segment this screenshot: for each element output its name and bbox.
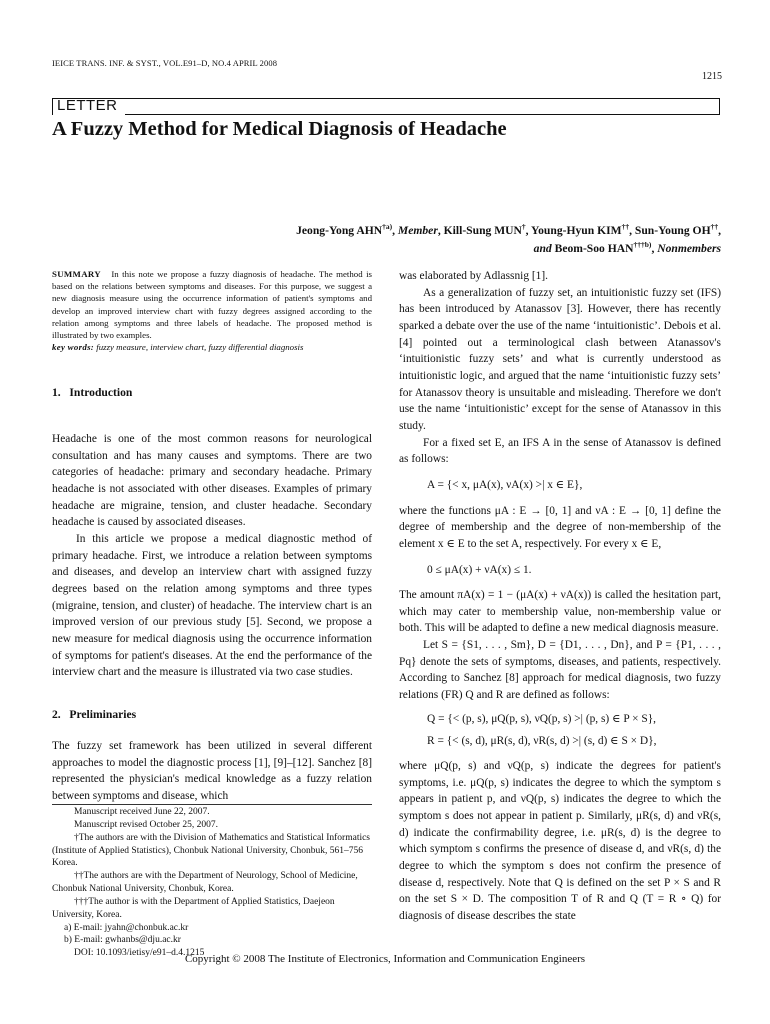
abstract-text: In this note we propose a fuzzy diagnosis of headache. The method is based on the relations between symptoms and diseases. For this purpose, we suggest a new diagnosis measure using the occurrence information of patient's symptoms and develop an improved interview chart with fuzzy degrees assigned according to the relation among symptoms and three labels of headache. The proposed method is illustrated by two examples.	[52, 269, 372, 341]
author-name: Sun-Young OH	[634, 224, 711, 237]
author-name: Young-Hyun KIM	[531, 224, 622, 237]
paragraph: Let S = {S1, . . . , Sm}, D = {D1, . . . , Dn}, and P = {P1, . . . , Pq} denote the sets of symptoms, diseases, and patients, respectively. According to Sanchez [8] approach for medical diagnosis, two fuzzy relations (FR) Q and R are defined as follows:	[399, 639, 721, 702]
footnote-affiliation: ††The authors are with the Department of Neurology, School of Medicine, Chonbuk National University, Chonbuk, Korea.	[52, 871, 358, 895]
author-affiliation-mark: †a)	[382, 222, 393, 232]
running-header: IEICE TRANS. INF. & SYST., VOL.E91–D, NO.4 APRIL 2008	[52, 58, 278, 68]
footnote-affiliation: †The authors are with the Division of Mathematics and Statistical Informatics (Institute of Applied Statistics), Chonbuk National University, Chonbuk, 561–756 Korea.	[52, 832, 371, 869]
equation-relation-r: R = {< (s, d), μR(s, d), νR(s, d) >| (s, d) ∈ S × D},	[427, 735, 657, 748]
author-name: Jeong-Yong AHN	[296, 224, 383, 237]
paragraph: The fuzzy set framework has been utilized in several different approaches to model the diagnostic process [1], [9]–[12]. Sanchez [8] represented the physician's medical knowledge as a fuzzy relation between symptoms and disease, which	[52, 740, 372, 802]
equation-constraint: 0 ≤ μA(x) + νA(x) ≤ 1.	[427, 563, 532, 576]
keywords-label: key words:	[52, 342, 95, 353]
paragraph: As a generalization of fuzzy set, an intuitionistic fuzzy set (IFS) has been introduced by Atanassov [3]. However, there has recently sparked a debate over the use of the name ‘intuitionistic’. Debois et al.[4] pointed out a terminological clash between Atanassov's ‘intuitionistic fuzzy sets’ and what is currently understood as intuitionistic logic, and argued that the name ‘intuitionistic fuzzy sets’ for Atanassov theory is unsuitable and misleading. Therefore we don't use the name ‘intuitionistic’ except for the sense of Atanassov in this study.	[399, 286, 721, 432]
keywords	[52, 342, 303, 352]
footnote-revised: Manuscript revised October 25, 2007.	[74, 819, 219, 830]
abstract-label: SUMMARY	[52, 269, 101, 279]
author-name: Beom-Soo HAN	[554, 242, 634, 255]
equation-ifs-definition: A = {< x, μA(x), νA(x) >| x ∈ E},	[427, 478, 583, 491]
footnotes	[52, 806, 372, 960]
author-affiliation-mark: †	[521, 222, 526, 232]
author-affiliation-mark: †††b)	[633, 240, 652, 250]
member-grade: Member	[397, 224, 438, 237]
author-conjunction: and	[533, 242, 552, 255]
paragraph: The amount πA(x) = 1 − (μA(x) + νA(x)) is called the hesitation part, which may cater to membership value, non-membership value or both. This will be adapted to define a new medical diagnosis measure.	[399, 589, 721, 635]
footnote-email: a) E-mail: jyahn@chonbuk.ac.kr	[64, 922, 189, 933]
page-number: 1215	[702, 71, 722, 82]
footnote-affiliation: †††The author is with the Department of Applied Statistics, Daejeon University, Korea.	[52, 896, 335, 920]
nonmember-grade: Nonmembers	[657, 242, 721, 255]
introduction-body	[52, 431, 372, 681]
paragraph: where μQ(p, s) and νQ(p, s) indicate the degrees for patient's symptoms, i.e. μQ(p, s) indicates the degree to which the symptom s appears in patient p, and νQ(p, s) indicates the degree to which the symptom s does not appear in patient p. Similarly, μR(s, d) and νR(s, d) indicate the confirmability degree, i.e. μR(s, d) is the degree to which symptom s confirms the presence of disease d, and νR(s, d) the degree to which the symptom s does not confirm the presence of disease d, respectively. Note that Q is defined on the set P × S and R on the set S × D. The composition T of R and Q (T = R ∘ Q) for diagnosis of disease describes the state	[399, 760, 721, 922]
paragraph: In this article we propose a medical diagnostic method of primary headache. First, we introduce a relation between symptoms and diseases, and develop an interview chart with assigned fuzzy degrees based on the relation among symptoms and three types (migraine, tension, and cluster) of headache. The interview chart is an improved version of our previous study [5]. Second, we propose a new measure for medical diagnosis using the occurrence information of symptoms for patient's diseases. At the end the performance of the interview chart and the measure is illustrated via two case studies.	[52, 532, 372, 679]
paragraph: Headache is one of the most common reasons for neurological consultation and has many causes and symptoms. There are two categories of headache: primary and secondary headache. Primary headache is not associated with other diseases. Examples of primary headache are migraine, tension, and cluster headache. Secondary headache is caused by associated diseases.	[52, 433, 372, 529]
section-heading-introduction: 1. Introduction	[52, 386, 133, 399]
paragraph: For a fixed set E, an IFS A in the sense of Atanassov is defined as follows:	[399, 436, 721, 466]
keywords-list: fuzzy measure, interview chart, fuzzy differential diagnosis	[96, 342, 304, 353]
footnote-divider	[52, 804, 372, 805]
abstract	[52, 268, 372, 353]
section-label: LETTER	[57, 97, 118, 114]
copyright-notice: Copyright © 2008 The Institute of Electronics, Information and Communication Engineers	[184, 953, 586, 965]
right-column-body	[399, 268, 721, 925]
section-label-rule	[125, 114, 720, 115]
author-list: Jeong-Yong AHN$^{\dagger a)}$, Member, Kill-Sung MUN†, Young-Hyun KIM††, Sun-Young OH††, and Beom-Soo HAN$^{\dagger\dagger\dagger b)}$, Nonmembers	[296, 222, 721, 255]
author-affiliation-mark: ††	[621, 222, 630, 232]
author-affiliation-mark: ††	[710, 222, 719, 232]
preliminaries-body	[52, 738, 372, 805]
equation-relation-q: Q = {< (p, s), μQ(p, s), νQ(p, s) >| (p, s) ∈ P × S},	[427, 712, 657, 725]
paragraph: where the functions μA : E → [0, 1] and νA : E → [0, 1] define the degree of membership and the degree of non-membership of the element x ∈ E to the set A, respectively. For every x ∈ E,	[399, 504, 721, 550]
section-label-frame	[52, 98, 720, 115]
footnote-email: b) E-mail: gwhanbs@dju.ac.kr	[64, 935, 181, 946]
paragraph: was elaborated by Adlassnig [1].	[399, 270, 548, 282]
paper-title: A Fuzzy Method for Medical Diagnosis of Headache	[52, 118, 507, 140]
section-heading-preliminaries: 2. Preliminaries	[52, 708, 137, 721]
footnote-doi: DOI: 10.1093/ietisy/e91–d.4.1215	[74, 948, 205, 959]
author-name: Kill-Sung MUN	[443, 224, 522, 237]
footnote-received: Manuscript received June 22, 2007.	[74, 807, 210, 817]
